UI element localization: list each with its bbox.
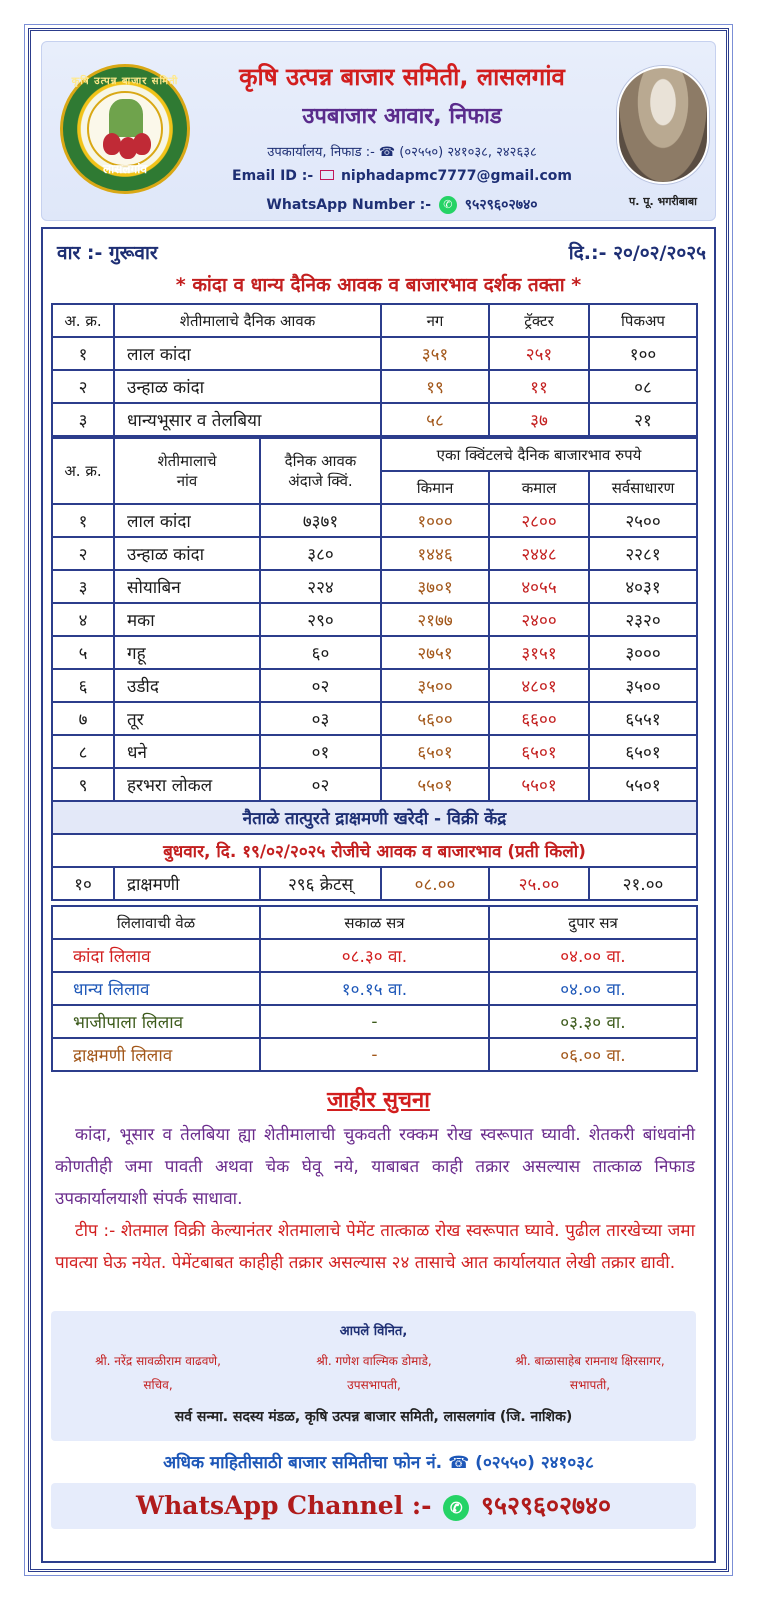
afternoon-time: ०४.०० वा. xyxy=(489,972,697,1005)
arrival-qty: ६० xyxy=(260,636,381,669)
portrait-caption: प. पू. भगरीबाबा xyxy=(628,195,698,208)
signatory-secretary xyxy=(53,1349,263,1397)
table-header-row xyxy=(52,906,697,939)
pickup-count: १०० xyxy=(589,337,697,370)
signatory-name: श्री. बाळासाहेब रामनाथ क्षिरसागर, xyxy=(515,1354,665,1368)
row-number: ९ xyxy=(52,768,114,801)
table-row xyxy=(52,867,697,900)
pickup-count: २१ xyxy=(589,403,697,436)
afternoon-time: ०६.०० वा. xyxy=(489,1038,697,1071)
min-price: ५६०० xyxy=(381,702,489,735)
avg-price: ६५०१ xyxy=(589,735,697,768)
arrivals-table xyxy=(51,303,698,437)
commodity-name: लाल कांदा xyxy=(114,337,381,370)
arrival-qty: ७३७१ xyxy=(260,504,381,537)
avg-price: ४०३१ xyxy=(589,570,697,603)
row-number: २ xyxy=(52,537,114,570)
min-price: १४४६ xyxy=(381,537,489,570)
table-row xyxy=(52,636,697,669)
col-header: सकाळ सत्र xyxy=(260,906,489,939)
arrival-qty: ०२ xyxy=(260,669,381,702)
signatory-chairman xyxy=(485,1349,695,1397)
row-number: ४ xyxy=(52,603,114,636)
tractor-count: ३७ xyxy=(489,403,589,436)
table-row xyxy=(52,504,697,537)
crop-icon xyxy=(109,99,143,137)
arrival-qty: २२४ xyxy=(260,570,381,603)
avg-price: २१.०० xyxy=(589,867,697,900)
grape-note-row xyxy=(52,834,697,867)
afternoon-time: ०३.३० वा. xyxy=(489,1005,697,1038)
onion-icon xyxy=(133,133,151,155)
col-header-name xyxy=(114,438,260,504)
row-number: ७ xyxy=(52,702,114,735)
morning-time: - xyxy=(260,1038,489,1071)
public-notice-title: जाहीर सुचना xyxy=(327,1088,430,1113)
col-header-line: नांव xyxy=(176,472,198,490)
avg-price: २५०० xyxy=(589,504,697,537)
commodity-name: गहू xyxy=(114,636,260,669)
avg-price: ३५०० xyxy=(589,669,697,702)
auction-name: धान्य लिलाव xyxy=(52,972,260,1005)
whatsapp-row xyxy=(192,195,612,214)
commodity-name: धने xyxy=(114,735,260,768)
signatory-title: सचिव, xyxy=(143,1378,173,1392)
table-row xyxy=(52,702,697,735)
nag-count: १९ xyxy=(381,370,489,403)
col-header: अ. क्र. xyxy=(52,438,114,504)
table-header-row xyxy=(52,438,697,471)
max-price: ६५०१ xyxy=(489,735,589,768)
seal-text: लासलगांव xyxy=(102,162,148,176)
max-price: २८०० xyxy=(489,504,589,537)
table-header-row xyxy=(52,304,697,337)
commodity-name: उडीद xyxy=(114,669,260,702)
table-row xyxy=(52,768,697,801)
signatory-name: श्री. गणेश वाल्मिक डोमाडे, xyxy=(316,1354,432,1368)
max-price: २५.०० xyxy=(489,867,589,900)
col-header: ट्रॅक्टर xyxy=(489,304,589,337)
phone-icon: ☎ xyxy=(448,1453,470,1473)
office-phone-row xyxy=(192,142,612,160)
avg-price: ६५५१ xyxy=(589,702,697,735)
arrival-qty: ३८० xyxy=(260,537,381,570)
max-price: ५५०१ xyxy=(489,768,589,801)
morning-time: १०.१५ वा. xyxy=(260,972,489,1005)
arrival-qty: ०१ xyxy=(260,735,381,768)
min-price: २१७७ xyxy=(381,603,489,636)
pickup-count: ०८ xyxy=(589,370,697,403)
table-row xyxy=(52,735,697,768)
commodity-name: लाल कांदा xyxy=(114,504,260,537)
avg-price: २२८१ xyxy=(589,537,697,570)
grape-center-row xyxy=(52,801,697,834)
apmc-seal-logo xyxy=(60,64,190,194)
table-row xyxy=(52,939,697,972)
auction-name: भाजीपाला लिलाव xyxy=(52,1005,260,1038)
grape-center-title: नैताळे तात्पुरते द्राक्षमणी खरेदी - विक्री केंद्र xyxy=(52,801,697,834)
tractor-count: २५१ xyxy=(489,337,589,370)
row-number: १० xyxy=(52,867,114,900)
commodity-name: धान्यभूसार व तेलबिया xyxy=(114,403,381,436)
auction-name: द्राक्षमणी लिलाव xyxy=(52,1038,260,1071)
row-number: २ xyxy=(52,370,114,403)
whatsapp-channel-number[interactable]: ९५२९६०२७४० xyxy=(480,1491,611,1520)
row-number: ८ xyxy=(52,735,114,768)
min-price: ३५०० xyxy=(381,669,489,702)
date-label: दि.:- २०/०२/२०२५ xyxy=(568,242,706,264)
office-label: उपकार्यालय, निफाड :- xyxy=(267,145,375,160)
col-group-header: एका क्विंटलचे दैनिक बाजारभाव रुपये xyxy=(381,438,697,471)
board-heading xyxy=(43,271,714,297)
phone-icon: ☎ xyxy=(378,145,396,160)
price-table xyxy=(51,437,698,901)
header-banner xyxy=(41,41,716,221)
table-row xyxy=(52,1005,697,1038)
table-row xyxy=(52,1038,697,1071)
min-price: ५५०१ xyxy=(381,768,489,801)
col-header: कमाल xyxy=(489,471,589,504)
nag-count: ५८ xyxy=(381,403,489,436)
arrival-qty: ०३ xyxy=(260,702,381,735)
seal-ring-text: कृषि उत्पन्न बाजार समिती xyxy=(71,76,179,87)
asterisk-icon: * xyxy=(175,274,186,296)
table-row xyxy=(52,669,697,702)
col-header: किमान xyxy=(381,471,489,504)
signatory-title: उपसभापती, xyxy=(347,1378,401,1392)
auction-name: कांदा लिलाव xyxy=(52,939,260,972)
auction-timing-table xyxy=(51,905,698,1072)
commodity-name: तूर xyxy=(114,702,260,735)
morning-time: - xyxy=(260,1005,489,1038)
row-number: ५ xyxy=(52,636,114,669)
signature-greeting: आपले विनित, xyxy=(339,1324,408,1339)
commodity-name: उन्हाळ कांदा xyxy=(114,537,260,570)
signature-block xyxy=(51,1311,696,1441)
committee-title: कृषि उत्पन्न बाजार समिती, लासलगांव xyxy=(239,63,565,91)
whatsapp-icon: ✆ xyxy=(443,1495,469,1521)
whatsapp-icon: ✆ xyxy=(439,196,457,214)
whatsapp-channel-label: WhatsApp Channel :- xyxy=(136,1491,432,1520)
row-number: ३ xyxy=(52,403,114,436)
arrival-qty: २९० xyxy=(260,603,381,636)
email-label: Email ID :- xyxy=(232,168,314,184)
rates-board xyxy=(41,227,716,1563)
commodity-name: मका xyxy=(114,603,260,636)
arrival-qty: २९६ क्रेटस् xyxy=(260,867,381,900)
notice-paragraph: कांदा, भूसार व तेलबिया ह्या शेतीमालाची चुकवती रक्कम रोख स्वरूपात घ्यावी. शेतकरी बांधवांनी कोणतीही जमा पावती अथवा चेक घेवू नये, याबाबत काही तक्रार असल्यास तात्काळ निफाड उपकार्यालयाशी संपर्क साधावा. xyxy=(55,1125,695,1209)
grape-date-note: बुधवार, दि. १९/०२/२०२५ रोजीचे आवक व बाजारभाव (प्रती किलो) xyxy=(52,834,697,867)
max-price: २४०० xyxy=(489,603,589,636)
row-number: ३ xyxy=(52,570,114,603)
commodity-name: उन्हाळ कांदा xyxy=(114,370,381,403)
tractor-count: ११ xyxy=(489,370,589,403)
col-header: शेतीमालाचे दैनिक आवक xyxy=(114,304,381,337)
col-header-line: अंदाजे क्विं. xyxy=(288,472,353,490)
board-heading-text: कांदा व धान्य दैनिक आवक व बाजारभाव दर्शक तक्ता xyxy=(192,274,565,296)
commodity-name: हरभरा लोकल xyxy=(114,768,260,801)
row-number: ६ xyxy=(52,669,114,702)
row-number: १ xyxy=(52,504,114,537)
more-info-line xyxy=(43,1450,714,1473)
table-row xyxy=(52,537,697,570)
asterisk-icon: * xyxy=(571,274,582,296)
afternoon-time: ०४.०० वा. xyxy=(489,939,697,972)
arrival-qty: ०२ xyxy=(260,768,381,801)
col-header: अ. क्र. xyxy=(52,304,114,337)
signatory-name: श्री. नरेंद्र सावळीराम वाढवणे, xyxy=(95,1354,221,1368)
max-price: ६६०० xyxy=(489,702,589,735)
commodity-name: सोयाबिन xyxy=(114,570,260,603)
email-row xyxy=(192,168,612,184)
max-price: ४८०१ xyxy=(489,669,589,702)
min-price: १००० xyxy=(381,504,489,537)
max-price: ४०५५ xyxy=(489,570,589,603)
signatory-vice-chairman xyxy=(269,1349,479,1397)
avg-price: ५५०१ xyxy=(589,768,697,801)
col-header: नग xyxy=(381,304,489,337)
table-row xyxy=(52,370,697,403)
saint-portrait xyxy=(617,66,709,184)
table-row xyxy=(52,570,697,603)
col-header-qty xyxy=(260,438,381,504)
whatsapp-channel-banner[interactable] xyxy=(51,1483,696,1529)
notice-tip-paragraph: टीप :- शेतमाल विक्री केल्यानंतर शेतमालाचे पेमेंट तात्काळ रोख स्वरूपात घ्यावे. पुढील तारखेच्या जमा पावत्या घेऊ नयेत. पेमेंटबाबत काहीही तक्रार असल्यास २४ तासाचे आत कार्यालयात लेखी तक्रार द्यावी. xyxy=(55,1221,695,1273)
email-address[interactable]: niphadapmc7777@gmail.com xyxy=(340,168,572,184)
commodity-name: द्राक्षमणी xyxy=(114,867,260,900)
min-price: ३७०१ xyxy=(381,570,489,603)
table-row xyxy=(52,403,697,436)
min-price: ६५०१ xyxy=(381,735,489,768)
avg-price: ३००० xyxy=(589,636,697,669)
poster xyxy=(28,28,729,1572)
avg-price: २३२० xyxy=(589,603,697,636)
table-row xyxy=(52,972,697,1005)
col-header: दुपार सत्र xyxy=(489,906,697,939)
max-price: २४४८ xyxy=(489,537,589,570)
whatsapp-number[interactable]: ९५२९६०२७४० xyxy=(464,197,538,213)
col-header: पिकअप xyxy=(589,304,697,337)
more-info-phone[interactable]: (०२५५०) २४१०३८ xyxy=(475,1453,594,1473)
row-number: १ xyxy=(52,337,114,370)
max-price: ३१५१ xyxy=(489,636,589,669)
whatsapp-label: WhatsApp Number :- xyxy=(266,197,432,213)
min-price: २७५१ xyxy=(381,636,489,669)
table-row xyxy=(52,603,697,636)
min-price: ०८.०० xyxy=(381,867,489,900)
more-info-text: अधिक माहितीसाठी बाजार समितीचा फोन नं. xyxy=(163,1453,443,1473)
sub-market-title: उपबाजार आवार, निफाड xyxy=(302,104,502,129)
table-row xyxy=(52,337,697,370)
signatory-title: सभापती, xyxy=(569,1378,611,1392)
nag-count: ३५१ xyxy=(381,337,489,370)
morning-time: ०८.३० वा. xyxy=(260,939,489,972)
col-header-line: दैनिक आवक xyxy=(284,452,357,470)
day-label: वार :- गुरूवार xyxy=(57,242,158,264)
mail-icon xyxy=(320,170,334,180)
col-header-line: शेतीमालाचे xyxy=(157,452,217,470)
seal-emblem xyxy=(87,91,163,167)
board-members-line: सर्व सन्मा. सदस्य मंडळ, कृषि उत्पन्न बाजार समिती, लासलगांव (जि. नाशिक) xyxy=(174,1409,573,1425)
col-header: सर्वसाधारण xyxy=(589,471,697,504)
office-phone[interactable]: (०२५५०) २४१०३८, २४२६३८ xyxy=(399,145,537,160)
col-header: लिलावाची वेळ xyxy=(52,906,260,939)
